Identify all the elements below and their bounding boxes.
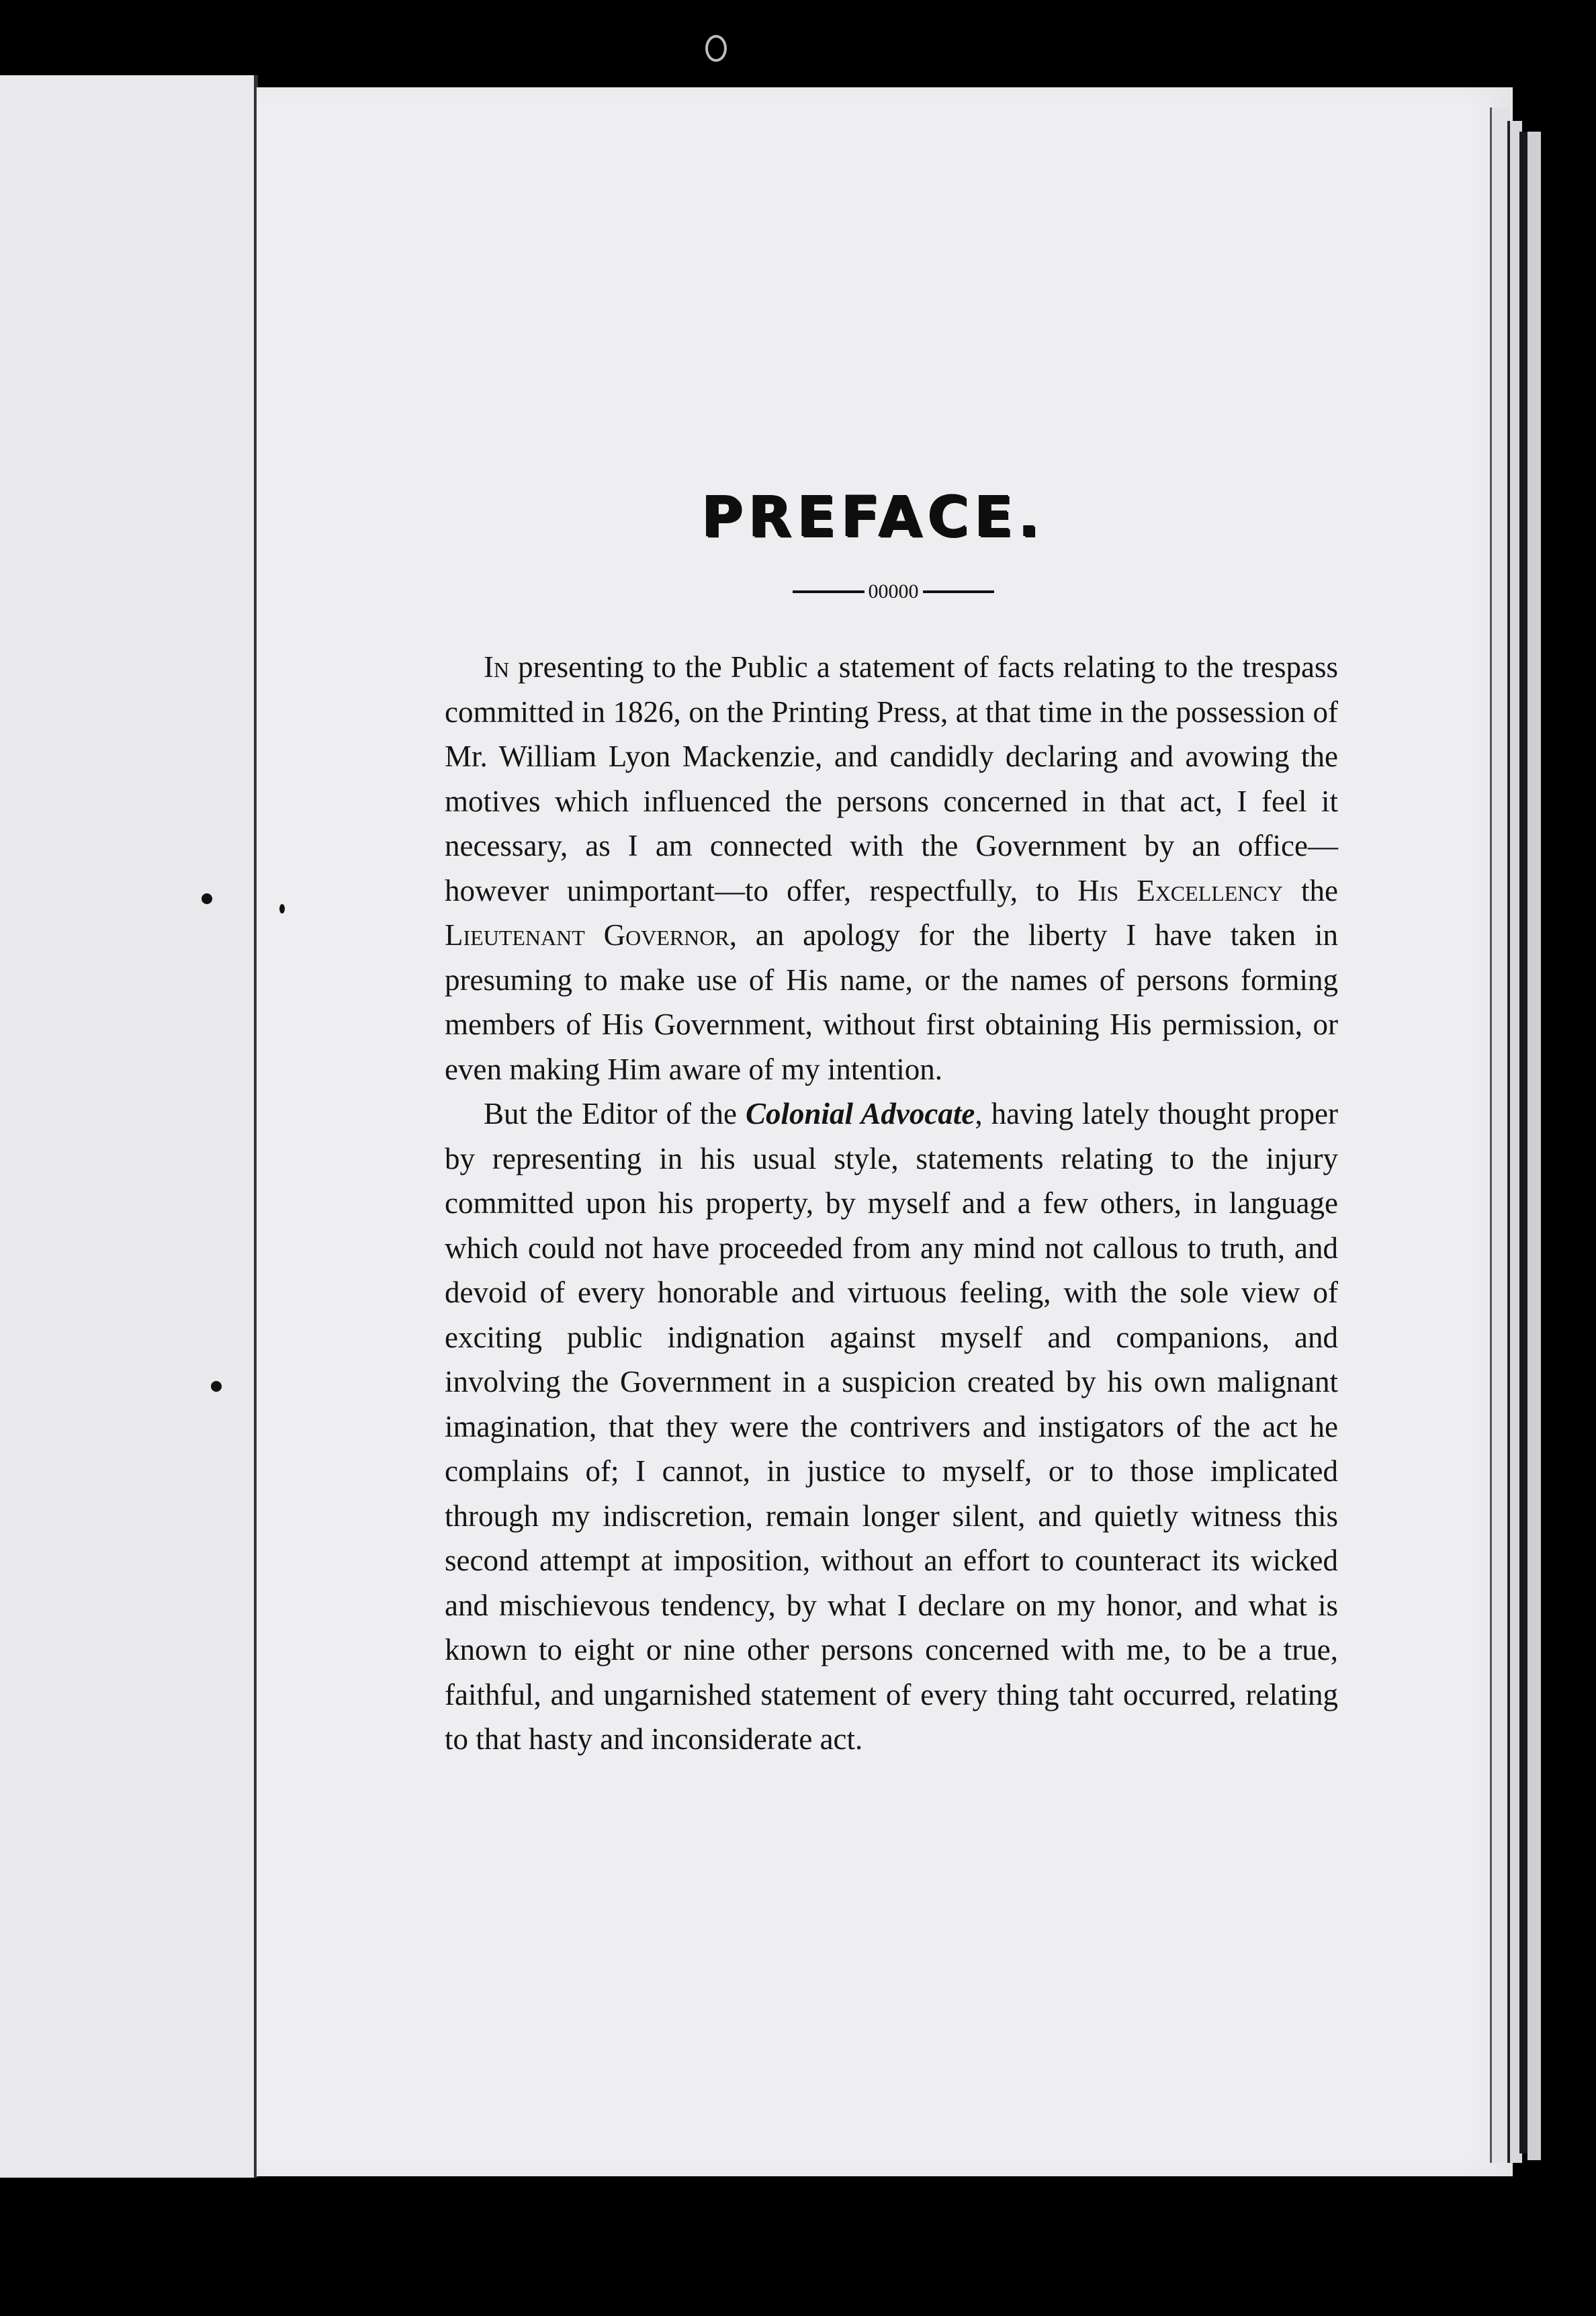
paragraph-1 <box>445 645 1338 1092</box>
his-excellency-text: His Excellency <box>1077 873 1283 907</box>
paragraph-1-text-a: presenting to the Public a statement of facts relating to the trespass committed in 1826, on the Printing Press, at that time in the possession of Mr. William Lyon Mackenzie, and candidly declaring and avowing the motives which influenced the persons concerned in that act, I feel it necessary, as I am connected with the Government by an office—however unimportant—to offer, respectfully, to <box>445 650 1338 907</box>
ornament-text: 00000 <box>868 580 919 603</box>
paragraph-2-text-a: But the Editor of the <box>484 1097 746 1130</box>
binding-hole-mark <box>705 35 727 62</box>
page-edge <box>1519 132 1527 2153</box>
page-title: PREFACE. <box>701 484 1045 549</box>
paragraph-1-text-b: , an apology for the liberty I have taken in presuming to make use of His name, or the names of persons forming members of His Government, without first obtaining His permission, or even making Him aware of my intention. <box>445 918 1338 1086</box>
title-ornament <box>793 580 994 603</box>
preface-body <box>445 645 1338 1762</box>
newspaper-name: Colonial Advocate <box>745 1097 975 1130</box>
ink-mark <box>202 893 212 904</box>
ink-mark <box>211 1381 222 1392</box>
dropcap-text: In <box>484 650 510 684</box>
paragraph-2 <box>445 1092 1338 1762</box>
paragraph-2-text-b: , having lately thought proper by representing in his usual style, statements relating to the injury committed upon his property, by myself and a few others, in language which could not have proceeded from any mind not callous to truth, and devoid of every honorable and virtuous feeling, with the sole view of exciting public indignation against myself and companions, and involving the Government in a suspicion created by his own malignant imagination, that they were the contrivers and instigators of the act he complains of; I cannot, in justice to myself, or to those implicated through my indiscretion, remain longer silent, and quietly witness this second attempt at imposition, without an effort to counteract its wicked and mischievous tendency, by what I declare on my honor, and what is known to eight or nine other persons concerned with me, to be a true, faithful, and ungarnished statement of every thing taht occurred, relating to that hasty and inconsiderate act. <box>445 1097 1338 1756</box>
paragraph-1-the: the <box>1282 873 1338 907</box>
ink-mark <box>279 904 285 914</box>
ornament-rule <box>923 590 995 593</box>
left-blank-page <box>0 75 258 2178</box>
lieutenant-governor-text: Lieutenant Governor <box>445 918 729 952</box>
ornament-rule <box>793 590 864 593</box>
page-edge <box>1527 132 1541 2160</box>
page-edge <box>1490 107 1509 2163</box>
